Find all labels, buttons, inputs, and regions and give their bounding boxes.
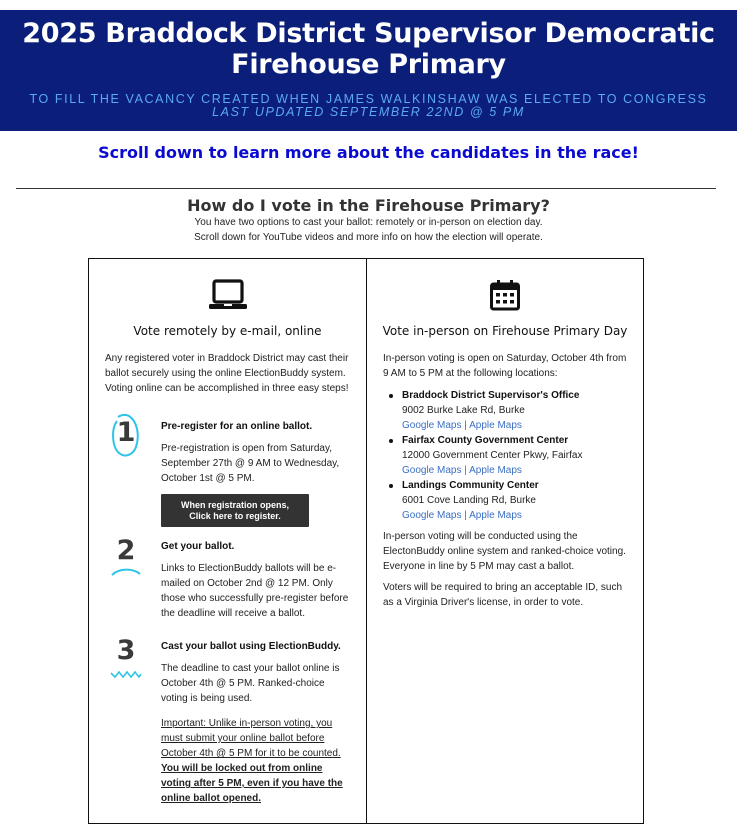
google-maps-link[interactable]: Google Maps [402, 510, 462, 521]
step-1 [161, 419, 353, 527]
step-3-important [161, 716, 353, 806]
scroll-cta: Scroll down to learn more about the candidates in the race! [98, 143, 639, 162]
section-title: How do I vote in the Firehouse Primary? [187, 196, 550, 215]
inperson-system-note: In-person voting will be conducted using the ElectonBuddy online system and ranked-choice voting. Everyone in line by 5 PM may cast a ballot. [383, 531, 626, 572]
step-3-heading: Cast your ballot using ElectionBuddy. [161, 641, 341, 652]
link-separator: | [464, 420, 467, 431]
location-map-links [402, 418, 635, 433]
divider [16, 188, 716, 189]
inperson-voting-panel [366, 258, 644, 824]
link-separator: | [464, 465, 467, 476]
location-item [385, 388, 635, 433]
google-maps-link[interactable]: Google Maps [402, 420, 462, 431]
remote-intro: Any registered voter in Braddock District may cast their ballot securely using the online ElectionBuddy system. Voting online can be accomplished in three easy steps! [105, 353, 349, 394]
step-3-important-bold: You will be locked out from online voting after 5 PM, even if you have the online ballot opened. [161, 763, 343, 804]
apple-maps-link[interactable]: Apple Maps [469, 465, 522, 476]
step-2-heading: Get your ballot. [161, 541, 235, 552]
inperson-id-note: Voters will be required to bring an acceptable ID, such as a Virginia Driver's license, in order to vote. [383, 582, 623, 608]
last-updated: LAST UPDATED SEPTEMBER 22ND @ 5 PM [212, 105, 525, 119]
section-intro-line2: Scroll down for YouTube videos and more info on how the election will operate. [194, 232, 543, 243]
section-intro-line1: You have two options to cast your ballot: remotely or in-person on election day. [194, 217, 543, 228]
step-3-important-text: Important: Unlike in-person voting, you must submit your online ballot before October 4th @ 5 PM for it to be counted. [161, 718, 341, 759]
google-maps-link[interactable]: Google Maps [402, 465, 462, 476]
step-2-smile-decoration [109, 567, 143, 577]
step-1-text: Pre-registration is open from Saturday, September 27th @ 9 AM to Wednesday, October 1st @ 5 PM. [161, 443, 340, 484]
register-button-line2: Click here to register. [189, 511, 281, 521]
remote-voting-title: Vote remotely by e-mail, online [133, 324, 322, 338]
location-address: 12000 Government Center Pkwy, Fairfax [402, 450, 583, 461]
step-1-heading: Pre-register for an online ballot. [161, 421, 313, 432]
page-title-line1: 2025 Braddock District Supervisor Democratic [22, 18, 715, 49]
location-name: Landings Community Center [402, 480, 539, 491]
step-3-text: The deadline to cast your ballot online is October 4th @ 5 PM. Ranked-choice voting is being used. [161, 663, 340, 704]
step-3-digit: 3 [116, 635, 136, 666]
inperson-intro: In-person voting is open on Saturday, October 4th from 9 AM to 5 PM at the following locations: [383, 353, 627, 379]
step-1-number [109, 417, 143, 448]
location-item [385, 478, 635, 523]
location-item [385, 433, 635, 478]
bullet-icon [389, 439, 393, 443]
laptop-icon [208, 279, 248, 313]
header-banner [0, 10, 737, 131]
step-2-digit: 2 [116, 535, 136, 566]
location-address: 6001 Cove Landing Rd, Burke [402, 495, 536, 506]
apple-maps-link[interactable]: Apple Maps [469, 420, 522, 431]
link-separator: | [464, 510, 467, 521]
remote-voting-panel [88, 258, 367, 824]
step-2 [161, 539, 353, 621]
page-title-line2: Firehouse Primary [231, 49, 506, 80]
location-map-links [402, 508, 635, 523]
bullet-icon [389, 484, 393, 488]
step-2-number [109, 535, 143, 566]
inperson-voting-title: Vote in-person on Firehouse Primary Day [382, 324, 628, 338]
page-title [0, 10, 737, 80]
location-name: Fairfax County Government Center [402, 435, 569, 446]
location-map-links [402, 463, 635, 478]
apple-maps-link[interactable]: Apple Maps [469, 510, 522, 521]
bullet-icon [389, 394, 393, 398]
step-2-text: Links to ElectionBuddy ballots will be e-mailed on October 2nd @ 12 PM. Only those who successfully pre-register before the deadline will receive a ballot. [161, 563, 349, 619]
step-3-wave-decoration [109, 669, 143, 679]
banner-subtitle: TO FILL THE VACANCY CREATED WHEN JAMES WALKINSHAW WAS ELECTED TO CONGRESS [29, 92, 708, 106]
location-name: Braddock District Supervisor's Office [402, 390, 580, 401]
location-list [385, 388, 635, 523]
register-button-line1: When registration opens, [180, 500, 289, 510]
calendar-icon [490, 279, 520, 311]
register-button[interactable] [161, 494, 309, 527]
step-3 [161, 639, 353, 806]
step-1-digit: 1 [116, 417, 136, 448]
step-3-number [109, 635, 143, 666]
location-address: 9002 Burke Lake Rd, Burke [402, 405, 525, 416]
